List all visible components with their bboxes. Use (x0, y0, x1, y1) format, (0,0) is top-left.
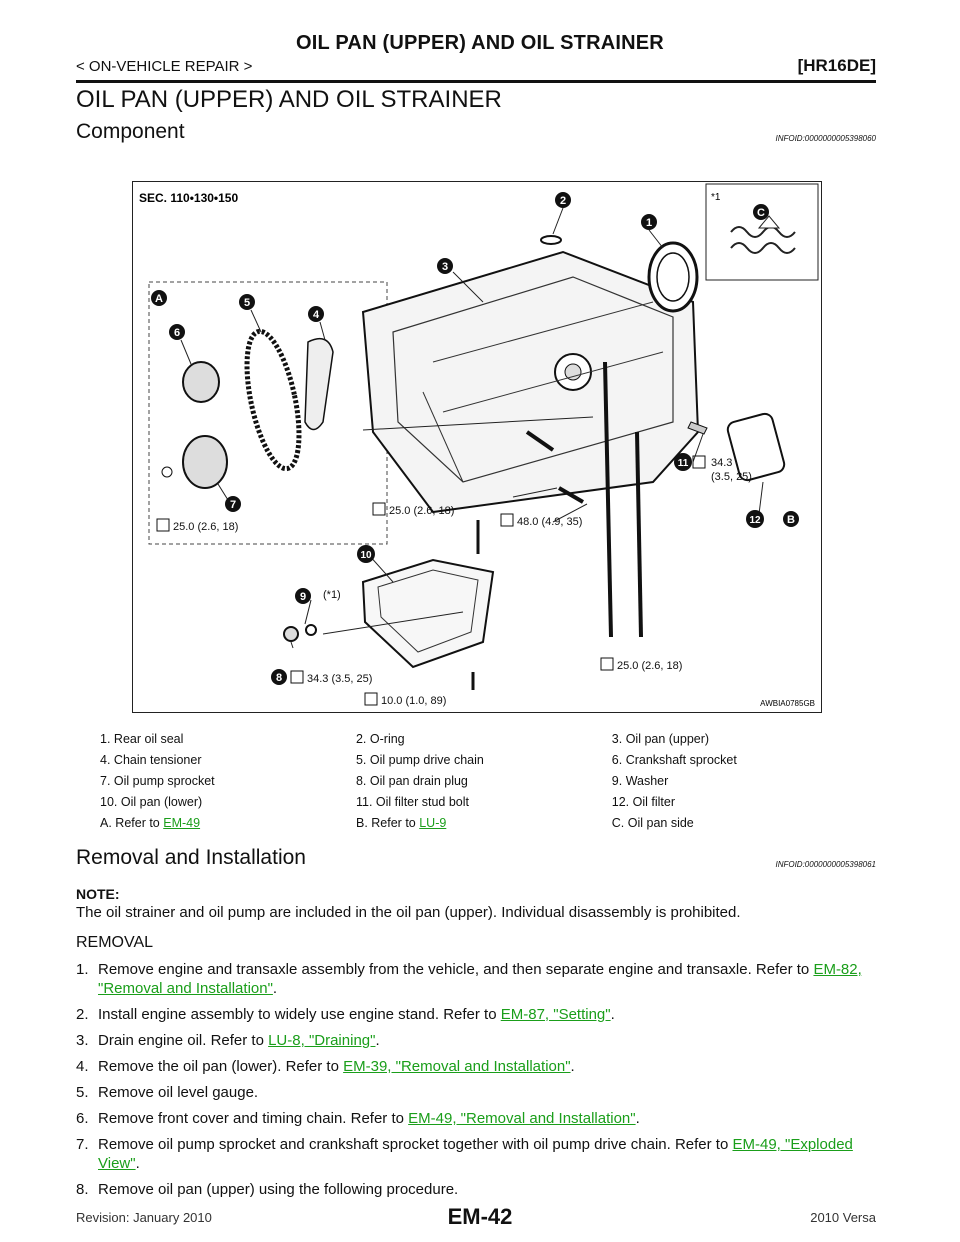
note-label: NOTE: (76, 886, 120, 902)
torque-f: 10.0 (1.0, 89) (381, 695, 447, 707)
step-text: Remove the oil pan (lower). Refer to (98, 1058, 344, 1075)
step-number: 1. (76, 961, 89, 978)
list-item (76, 1057, 878, 1076)
drive-chain-shape (237, 327, 309, 473)
callout-12: 12 (749, 515, 761, 526)
step-text: Remove oil pan (upper) using the following procedure. (98, 1181, 459, 1198)
drain-plug-shape (284, 627, 298, 641)
legend-item: Rear oil seal (113, 731, 184, 746)
callout-7: 7 (229, 499, 237, 511)
step-text: Drain engine oil. Refer to (98, 1032, 269, 1049)
legend-num: 11. (355, 794, 373, 809)
section-title: OIL PAN (UPPER) AND OIL STRAINER (76, 86, 502, 113)
list-item (76, 960, 878, 998)
removal-steps (76, 960, 878, 1206)
page-number: EM-42 (447, 1204, 513, 1229)
callout-4: 4 (312, 309, 320, 321)
page-header-title: OIL PAN (UPPER) AND OIL STRAINER (296, 32, 664, 54)
callout-b: B (787, 514, 795, 526)
step-text-end: . (610, 1006, 615, 1023)
step-link[interactable]: EM-82, "Removal and Installation" (98, 961, 862, 997)
callout-a: A (155, 293, 163, 305)
sprocket-bolt (162, 467, 172, 477)
torque-wrench-icon (291, 671, 303, 683)
step-text-end: . (635, 1110, 640, 1127)
chain-tensioner-shape (305, 339, 333, 430)
step-number: 8. (76, 1181, 89, 1198)
legend-item: Oil pump sprocket (113, 773, 215, 788)
legend-num: 2. (355, 731, 367, 746)
step-number: 6. (76, 1110, 89, 1127)
legend-num: 3. (611, 731, 623, 746)
sec-label: SEC. 110•130•150 (139, 191, 239, 205)
legend-item: Oil filter stud bolt (375, 794, 470, 809)
callout-11: 11 (677, 458, 689, 469)
torque-b: 25.0 (2.6, 18) (389, 505, 455, 517)
list-item (76, 1083, 878, 1102)
legend-item: Oil pan (upper) (625, 731, 710, 746)
revision-date: Revision: January 2010 (76, 1210, 212, 1225)
component-heading: Component (76, 120, 185, 143)
front-cover-group-box (149, 282, 387, 544)
breadcrumb: < ON-VEHICLE REPAIR > (76, 58, 253, 75)
component-infoid: INFOID:0000000005398060 (775, 134, 876, 143)
torque-wrench-icon (365, 693, 377, 705)
legend-item: O-ring (369, 731, 405, 746)
legend-item: Oil pan side (627, 815, 694, 830)
callout-8: 8 (275, 672, 283, 684)
list-item (76, 1031, 878, 1050)
callout-1: 1 (645, 217, 653, 229)
legend-item: Oil filter (632, 794, 676, 809)
callout-6: 6 (173, 327, 181, 339)
step-text: Remove engine and transaxle assembly from the vehicle, and then separate engine and transaxle. Refer to (98, 961, 814, 978)
step-text: Install engine assembly to widely use engine stand. Refer to (98, 1006, 501, 1023)
step-text-end: . (135, 1155, 140, 1172)
torque-wrench-icon (157, 519, 169, 531)
torque-wrench-icon (501, 514, 513, 526)
legend-num: 6. (611, 752, 623, 767)
callout-10: 10 (360, 550, 372, 561)
o-ring-shape (541, 236, 561, 244)
torque-g: 25.0 (2.6, 18) (617, 660, 683, 672)
step-text: Remove front cover and timing chain. Refer to (98, 1110, 409, 1127)
legend-num: A. (100, 815, 112, 830)
step-number: 5. (76, 1084, 89, 1101)
removal-infoid: INFOID:0000000005398061 (775, 860, 876, 869)
step-text: Remove oil level gauge. (98, 1084, 259, 1101)
legend-num: 1. (100, 731, 111, 746)
link-em-49[interactable]: EM-49 (163, 815, 201, 830)
torque-a: 25.0 (2.6, 18) (173, 521, 239, 533)
torque-d1: 34.3 (711, 457, 733, 469)
crankshaft-sprocket-shape (183, 362, 219, 402)
engine-code: [HR16DE] (797, 56, 876, 75)
legend-item: Oil pan (lower) (120, 794, 203, 809)
step-number: 3. (76, 1032, 89, 1049)
legend-item: Chain tensioner (113, 752, 202, 767)
exploded-view-figure (132, 181, 822, 713)
legend-item: Oil pan drain plug (369, 773, 468, 788)
legend-num: 9. (611, 773, 623, 788)
callout-9: 9 (299, 591, 307, 603)
legend-num: 8. (355, 773, 367, 788)
legend-item: Refer to (115, 815, 164, 830)
step-link[interactable]: EM-39, "Removal and Installation" (343, 1058, 571, 1075)
torque-d2: (3.5, 25) (711, 471, 752, 483)
header-rule (76, 80, 876, 83)
legend-item: Refer to (371, 815, 420, 830)
exploded-view-diagram (133, 182, 821, 712)
table-row (94, 791, 854, 812)
list-item (76, 1135, 878, 1173)
step-link[interactable]: EM-49, "Exploded View" (98, 1136, 853, 1172)
component-legend-table (94, 728, 854, 833)
table-row (94, 728, 854, 749)
legend-item: Oil pump drive chain (369, 752, 484, 767)
step-text-end: . (375, 1032, 380, 1049)
callout-3: 3 (441, 261, 449, 273)
step-link[interactable]: EM-49, "Removal and Installation" (408, 1110, 636, 1127)
list-item (76, 1180, 878, 1199)
step-link[interactable]: EM-87, "Setting" (500, 1006, 611, 1023)
step-number: 7. (76, 1136, 89, 1153)
note-text: The oil strainer and oil pump are included in the oil pan (upper). Individual disassembly is prohibited. (76, 904, 741, 921)
star-ref: (*1) (323, 589, 341, 601)
legend-num: 12. (611, 794, 630, 809)
washer-shape (306, 625, 316, 635)
table-row (94, 812, 854, 833)
torque-c: 48.0 (4.9, 35) (517, 516, 583, 528)
step-link[interactable]: LU-8, "Draining" (268, 1032, 376, 1049)
torque-e: 34.3 (3.5, 25) (307, 673, 373, 685)
legend-item: Washer (625, 773, 669, 788)
oil-pan-upper-shape (363, 252, 698, 512)
callout-2: 2 (559, 195, 567, 207)
legend-num: 5. (355, 752, 367, 767)
legend-num: 7. (100, 773, 111, 788)
step-number: 4. (76, 1058, 89, 1075)
step-number: 2. (76, 1006, 89, 1023)
legend-num: C. (611, 815, 625, 830)
torque-wrench-icon (601, 658, 613, 670)
torque-wrench-icon (373, 503, 385, 515)
step-text-end: . (570, 1058, 575, 1075)
model-year: 2010 Versa (810, 1210, 876, 1225)
step-text-end: . (272, 980, 278, 997)
legend-num: 10. (100, 794, 118, 809)
callout-5: 5 (243, 297, 251, 309)
link-lu-9[interactable]: LU-9 (419, 815, 447, 830)
inset-seal-lip-2 (731, 243, 795, 253)
legend-num: 4. (100, 752, 111, 767)
list-item (76, 1005, 878, 1024)
list-item (76, 1109, 878, 1128)
removal-heading: Removal and Installation (76, 846, 306, 869)
inset-star-label: *1 (711, 192, 721, 203)
step-text: Remove oil pump sprocket and crankshaft sprocket together with oil pump drive chain. Refer to (98, 1136, 733, 1153)
oil-pump-sprocket-shape (183, 436, 227, 488)
legend-item: Crankshaft sprocket (625, 752, 737, 767)
legend-num: B. (355, 815, 368, 830)
table-row (94, 770, 854, 791)
figure-code: AWBIA0785GB (760, 699, 815, 708)
table-row (94, 749, 854, 770)
removal-subheading: REMOVAL (76, 934, 154, 951)
callout-c: C (757, 207, 765, 219)
